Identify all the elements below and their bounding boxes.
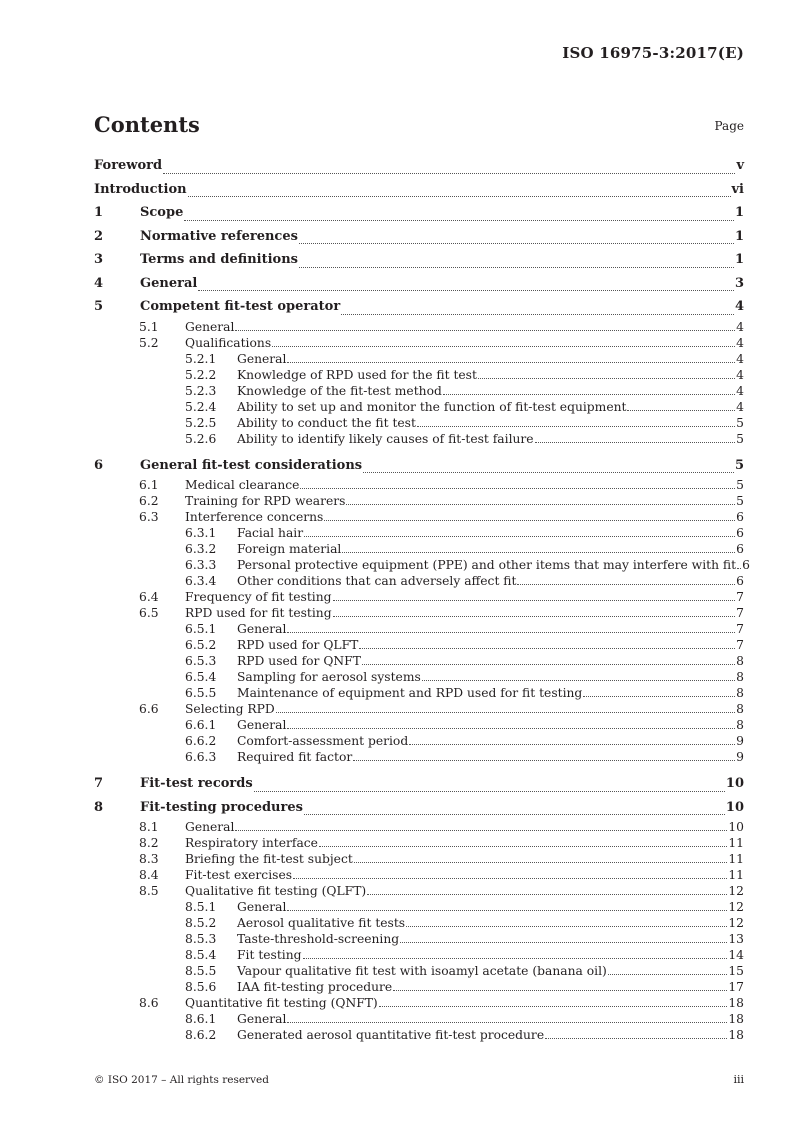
toc-entry-page: 5 xyxy=(736,478,744,492)
toc-entry-number: 8.2 xyxy=(139,836,159,850)
toc-entry-number: 5.2 xyxy=(139,335,159,350)
toc-entry-page: 6 xyxy=(742,558,750,572)
toc-entry-number: 8.5.4 xyxy=(185,948,217,962)
toc-entry[interactable] xyxy=(94,525,744,541)
toc-entry[interactable] xyxy=(94,541,744,557)
toc-entry-title[interactable]: Frequency of fit testing xyxy=(185,590,332,604)
toc-entry-page: 1 xyxy=(734,228,744,244)
dot-leader xyxy=(333,600,736,601)
toc-entry[interactable] xyxy=(94,477,744,493)
dot-leader xyxy=(354,862,728,863)
toc-entry-title[interactable]: Training for RPD wearers xyxy=(185,494,346,508)
dot-leader xyxy=(545,1038,727,1039)
dot-leader xyxy=(188,196,731,197)
dot-leader xyxy=(627,410,735,411)
toc-entry[interactable] xyxy=(94,772,744,796)
toc-entry-number: 8.5 xyxy=(139,884,159,898)
dot-leader xyxy=(478,378,735,379)
toc-entry[interactable] xyxy=(94,883,744,899)
toc-entry-title[interactable]: Terms and definitions xyxy=(140,252,298,267)
dot-leader xyxy=(300,488,735,489)
toc-entry-page: 9 xyxy=(736,734,744,748)
dot-leader xyxy=(409,744,735,745)
toc-entry-title[interactable]: Foreign material xyxy=(237,542,342,556)
toc-entry-number: 8.3 xyxy=(139,852,159,866)
toc-entry[interactable] xyxy=(94,154,744,178)
dot-leader xyxy=(400,942,727,943)
dot-leader xyxy=(303,958,728,959)
toc-entry-title[interactable]: Fit-test exercises xyxy=(185,868,293,882)
dot-leader xyxy=(393,990,727,991)
toc-entry[interactable] xyxy=(94,819,744,835)
toc-entry-number: 5.2.4 xyxy=(185,399,217,414)
toc-entry[interactable] xyxy=(94,835,744,851)
dot-leader xyxy=(299,243,734,244)
toc-entry[interactable] xyxy=(94,454,744,478)
toc-entry[interactable] xyxy=(94,605,744,621)
toc-entry-number: 5.2.3 xyxy=(185,383,217,398)
toc-entry-page: 4 xyxy=(736,319,744,334)
toc-entry[interactable] xyxy=(94,415,744,431)
toc-entry-number: 8 xyxy=(94,799,104,815)
toc-entry-title[interactable]: Respiratory interface xyxy=(185,836,318,850)
toc-entry-title[interactable]: General xyxy=(237,622,287,636)
dot-leader xyxy=(293,878,727,879)
toc-entry[interactable] xyxy=(94,557,750,573)
toc-entry[interactable] xyxy=(94,995,744,1011)
toc-entry-page: 7 xyxy=(736,590,744,604)
dot-leader xyxy=(319,846,727,847)
toc-entry-number: 8.5.3 xyxy=(185,932,217,946)
toc-entry-page: 7 xyxy=(736,622,744,636)
toc-entry-title[interactable]: Vapour qualitative fit test with isoamyl acetate (banana oil) xyxy=(237,964,607,978)
toc-entry[interactable] xyxy=(94,963,744,979)
toc-entry[interactable] xyxy=(94,701,744,717)
toc-entry[interactable] xyxy=(94,979,744,995)
toc-entry-page: 6 xyxy=(736,574,744,588)
toc-entry-page: 4 xyxy=(736,399,744,414)
toc-entry-title[interactable]: Foreword xyxy=(94,158,163,173)
toc-entry-page: 4 xyxy=(736,351,744,366)
toc-entry-title[interactable]: RPD used for QLFT xyxy=(237,638,359,652)
toc-entry-title[interactable]: Ability to set up and monitor the function of fit-test equipment xyxy=(237,399,627,414)
toc-entry[interactable] xyxy=(94,796,744,820)
toc-entry[interactable] xyxy=(94,851,744,867)
toc-entry-page: 17 xyxy=(728,980,744,994)
toc-entry[interactable] xyxy=(94,225,744,249)
toc-entry[interactable] xyxy=(94,367,744,383)
toc-entry-page: 11 xyxy=(728,836,744,850)
dot-leader xyxy=(517,584,735,585)
toc-entry-number: 6.6.3 xyxy=(185,750,217,764)
toc-entry-title[interactable]: Personal protective equipment (PPE) and other items that may interfere with fit xyxy=(237,558,737,572)
toc-entry-number: 3 xyxy=(94,252,104,267)
toc-entry-number: 8.6.2 xyxy=(185,1028,217,1042)
dot-leader xyxy=(737,568,741,569)
dot-leader xyxy=(406,926,727,927)
toc-entry-page: 8 xyxy=(736,670,744,684)
toc-entry-title[interactable]: RPD used for QNFT xyxy=(237,654,361,668)
toc-entry[interactable] xyxy=(94,749,744,765)
toc-entry-page: 5 xyxy=(734,457,744,473)
toc-entry-title[interactable]: Ability to identify likely causes of fit-test failure xyxy=(237,431,534,446)
toc-entry-title[interactable]: Fit-test records xyxy=(140,776,253,791)
toc-entry-number: 8.6 xyxy=(139,996,159,1010)
table-of-contents xyxy=(94,154,750,1043)
dot-leader xyxy=(184,220,734,221)
toc-entry-number: 6.1 xyxy=(139,478,159,492)
toc-entry-page: 15 xyxy=(728,964,744,978)
toc-entry-title[interactable]: Other conditions that can adversely affect fit xyxy=(237,574,517,588)
toc-entry[interactable] xyxy=(94,685,744,701)
dot-leader xyxy=(583,696,735,697)
toc-entry-page: 8 xyxy=(736,686,744,700)
dot-leader xyxy=(287,728,735,729)
toc-entry-number: 6.6.1 xyxy=(185,718,217,732)
dot-leader xyxy=(299,267,734,268)
toc-entry[interactable] xyxy=(94,947,744,963)
toc-entry[interactable] xyxy=(94,431,744,447)
toc-entry-number: 5.1 xyxy=(139,319,159,334)
toc-entry-number: 6.6.2 xyxy=(185,734,217,748)
dot-leader xyxy=(362,664,735,665)
dot-leader xyxy=(198,290,734,291)
toc-entry[interactable] xyxy=(94,573,744,589)
toc-entry[interactable] xyxy=(94,351,744,367)
toc-entry-page: 9 xyxy=(736,750,744,764)
toc-entry-title[interactable]: Qualitative fit testing (QLFT) xyxy=(185,884,367,898)
toc-entry-number: 6.5.3 xyxy=(185,654,217,668)
toc-entry-title[interactable]: Required fit factor xyxy=(237,750,353,764)
toc-entry-title[interactable]: Knowledge of the fit-test method xyxy=(237,383,442,398)
toc-entry-number: 5.2.5 xyxy=(185,415,217,430)
toc-entry-title[interactable]: RPD used for fit testing xyxy=(185,606,332,620)
toc-entry-number: 8.5.1 xyxy=(185,900,217,914)
toc-entry[interactable] xyxy=(94,931,744,947)
toc-entry-number: 6.5.4 xyxy=(185,670,217,684)
toc-entry-page: 10 xyxy=(725,799,744,815)
toc-entry[interactable] xyxy=(94,1027,744,1043)
dot-leader xyxy=(163,173,735,174)
toc-entry-page: 8 xyxy=(736,654,744,668)
toc-entry-title[interactable]: Ability to conduct the fit test xyxy=(237,415,416,430)
toc-entry[interactable] xyxy=(94,915,744,931)
toc-entry-title[interactable]: Briefing the fit-test subject xyxy=(185,852,353,866)
toc-entry[interactable] xyxy=(94,1011,744,1027)
toc-entry-number: 8.5.2 xyxy=(185,916,217,930)
contents-heading: Contents xyxy=(94,112,200,137)
toc-entry-page: vi xyxy=(731,181,744,197)
dot-leader xyxy=(535,442,736,443)
toc-entry-title[interactable]: Sampling for aerosol systems xyxy=(237,670,421,684)
toc-entry[interactable] xyxy=(94,383,744,399)
toc-entry-number: 8.5.5 xyxy=(185,964,217,978)
toc-entry-page: 6 xyxy=(736,510,744,524)
dot-leader xyxy=(304,814,725,815)
toc-entry-page: 13 xyxy=(728,932,744,946)
toc-entry-number: 6.5.1 xyxy=(185,622,217,636)
dot-leader xyxy=(346,504,735,505)
toc-entry-page: 3 xyxy=(734,275,744,291)
toc-entry-number: 6.5.2 xyxy=(185,638,217,652)
dot-leader xyxy=(417,426,735,427)
toc-entry-title[interactable]: Scope xyxy=(140,205,184,220)
toc-entry-title[interactable]: Medical clearance xyxy=(185,478,300,492)
toc-entry-title[interactable]: Taste-threshold-screening xyxy=(237,932,400,946)
toc-entry-number: 8.4 xyxy=(139,868,159,882)
toc-entry-number: 6.3 xyxy=(139,510,159,524)
toc-entry-number: 7 xyxy=(94,776,104,791)
toc-entry-page: 18 xyxy=(728,1012,744,1026)
toc-entry-page: 4 xyxy=(736,367,744,382)
toc-entry-number: 5 xyxy=(94,299,104,314)
toc-entry-number: 6.3.1 xyxy=(185,526,217,540)
toc-entry-page: 11 xyxy=(728,868,744,882)
document-id: ISO 16975-3:2017(E) xyxy=(562,44,744,62)
toc-entry-title[interactable]: General xyxy=(140,275,198,291)
toc-entry-page: 18 xyxy=(728,1028,744,1042)
toc-entry-title[interactable]: General xyxy=(237,718,287,732)
toc-entry-number: 8.6.1 xyxy=(185,1012,217,1026)
toc-entry-page: 10 xyxy=(728,820,744,834)
toc-entry[interactable] xyxy=(94,669,744,685)
toc-entry[interactable] xyxy=(94,201,744,225)
toc-entry-page: 6 xyxy=(736,542,744,556)
toc-entry-page: 5 xyxy=(736,415,744,430)
toc-entry-title[interactable]: Fit testing xyxy=(237,948,302,962)
toc-entry[interactable] xyxy=(94,178,744,202)
toc-entry-title[interactable]: Generated aerosol quantitative fit-test procedure xyxy=(237,1028,545,1042)
toc-entry-number: 6.5 xyxy=(139,606,159,620)
toc-entry-number: 5.2.1 xyxy=(185,351,217,366)
dot-leader xyxy=(342,552,735,553)
toc-entry-title[interactable]: Knowledge of RPD used for the fit test xyxy=(237,367,477,382)
toc-entry[interactable] xyxy=(94,621,744,637)
dot-leader xyxy=(235,830,727,831)
toc-entry-title[interactable]: General xyxy=(237,1012,287,1026)
page-number: iii xyxy=(733,1073,744,1086)
dot-leader xyxy=(287,362,735,363)
toc-entry-title[interactable]: Interference concerns xyxy=(185,510,324,524)
toc-entry-number: 6.4 xyxy=(139,590,159,604)
dot-leader xyxy=(422,680,735,681)
toc-entry-page: 12 xyxy=(728,916,744,930)
toc-entry-page: 11 xyxy=(728,852,744,866)
dot-leader xyxy=(272,346,735,347)
toc-entry-title[interactable]: Comfort-assessment period xyxy=(237,734,409,748)
toc-entry-title[interactable]: Aerosol qualitative fit tests xyxy=(237,916,406,930)
toc-entry[interactable] xyxy=(94,717,744,733)
toc-entry-page: 12 xyxy=(728,900,744,914)
toc-entry-page: 5 xyxy=(736,494,744,508)
toc-entry-title[interactable]: General fit-test considerations xyxy=(140,457,363,473)
toc-entry-title[interactable]: IAA fit-testing procedure xyxy=(237,980,393,994)
toc-entry-number: 6.3.2 xyxy=(185,542,217,556)
toc-entry-number: 5.2.6 xyxy=(185,431,217,446)
dot-leader xyxy=(287,910,727,911)
toc-entry-number: 6.5.5 xyxy=(185,686,217,700)
toc-entry-title[interactable]: Selecting RPD xyxy=(185,702,275,716)
toc-entry-title[interactable]: Fit-testing procedures xyxy=(140,799,303,815)
toc-entry-number: 6.2 xyxy=(139,494,159,508)
toc-entry[interactable] xyxy=(94,867,744,883)
toc-entry[interactable] xyxy=(94,335,744,351)
dot-leader xyxy=(341,314,734,315)
toc-entry-number: 1 xyxy=(94,205,104,220)
toc-entry-page: 4 xyxy=(734,299,744,314)
toc-entry[interactable] xyxy=(94,399,744,415)
toc-entry-number: 8.1 xyxy=(139,820,159,834)
toc-entry-page: 4 xyxy=(736,335,744,350)
toc-entry[interactable] xyxy=(94,733,744,749)
dot-leader xyxy=(443,394,735,395)
toc-entry-page: 1 xyxy=(734,252,744,267)
dot-leader xyxy=(287,632,735,633)
dot-leader xyxy=(363,472,734,473)
toc-entry-title[interactable]: Competent fit-test operator xyxy=(140,299,341,314)
toc-entry[interactable] xyxy=(94,899,744,915)
toc-entry-number: 6.6 xyxy=(139,702,159,716)
dot-leader xyxy=(324,520,735,521)
toc-entry-number: 2 xyxy=(94,228,104,244)
toc-entry-title[interactable]: General xyxy=(185,820,235,834)
dot-leader xyxy=(379,1006,728,1007)
toc-entry-page: v xyxy=(736,158,744,173)
toc-entry-number: 4 xyxy=(94,275,104,291)
toc-entry[interactable] xyxy=(94,248,744,272)
dot-leader xyxy=(304,536,735,537)
dot-leader xyxy=(287,1022,727,1023)
toc-entry-page: 7 xyxy=(736,606,744,620)
toc-entry-title[interactable]: General xyxy=(237,351,287,366)
dot-leader xyxy=(359,648,735,649)
toc-entry[interactable] xyxy=(94,272,744,296)
dot-leader xyxy=(353,760,735,761)
toc-entry-page: 14 xyxy=(728,948,744,962)
dot-leader xyxy=(276,712,735,713)
toc-entry-title[interactable]: Qualifications xyxy=(185,335,272,350)
toc-entry[interactable] xyxy=(94,295,744,319)
dot-leader xyxy=(608,974,728,975)
toc-entry[interactable] xyxy=(94,319,744,335)
toc-entry-title[interactable]: Quantitative fit testing (QNFT) xyxy=(185,996,378,1010)
dot-leader xyxy=(254,791,725,792)
toc-entry[interactable] xyxy=(94,509,744,525)
toc-entry-title[interactable]: General xyxy=(185,319,235,334)
toc-entry[interactable] xyxy=(94,653,744,669)
toc-entry[interactable] xyxy=(94,637,744,653)
toc-entry-title[interactable]: General xyxy=(237,900,287,914)
toc-entry-page: 8 xyxy=(736,718,744,732)
toc-entry-number: 8.5.6 xyxy=(185,980,217,994)
toc-entry-page: 10 xyxy=(725,776,744,791)
toc-entry-page: 12 xyxy=(728,884,744,898)
toc-entry-title[interactable]: Introduction xyxy=(94,181,187,197)
toc-entry-number: 6.3.4 xyxy=(185,574,217,588)
dot-leader xyxy=(367,894,727,895)
toc-entry-title[interactable]: Maintenance of equipment and RPD used for fit testing xyxy=(237,686,583,700)
toc-entry-page: 4 xyxy=(736,383,744,398)
toc-entry-number: 5.2.2 xyxy=(185,367,217,382)
page-column-label: Page xyxy=(714,119,744,133)
dot-leader xyxy=(235,330,735,331)
copyright-notice: © ISO 2017 – All rights reserved xyxy=(94,1074,269,1086)
toc-entry-page: 8 xyxy=(736,702,744,716)
toc-entry[interactable] xyxy=(94,589,744,605)
toc-entry-page: 5 xyxy=(736,431,744,446)
toc-entry-number: 6.3.3 xyxy=(185,558,217,572)
toc-entry-title[interactable]: Normative references xyxy=(140,228,298,244)
toc-entry-page: 6 xyxy=(736,526,744,540)
toc-entry-title[interactable]: Facial hair xyxy=(237,526,304,540)
dot-leader xyxy=(333,616,736,617)
toc-entry-page: 1 xyxy=(734,205,744,220)
toc-entry-page: 7 xyxy=(736,638,744,652)
toc-entry[interactable] xyxy=(94,493,744,509)
toc-entry-page: 18 xyxy=(728,996,744,1010)
toc-entry-number: 6 xyxy=(94,457,104,473)
